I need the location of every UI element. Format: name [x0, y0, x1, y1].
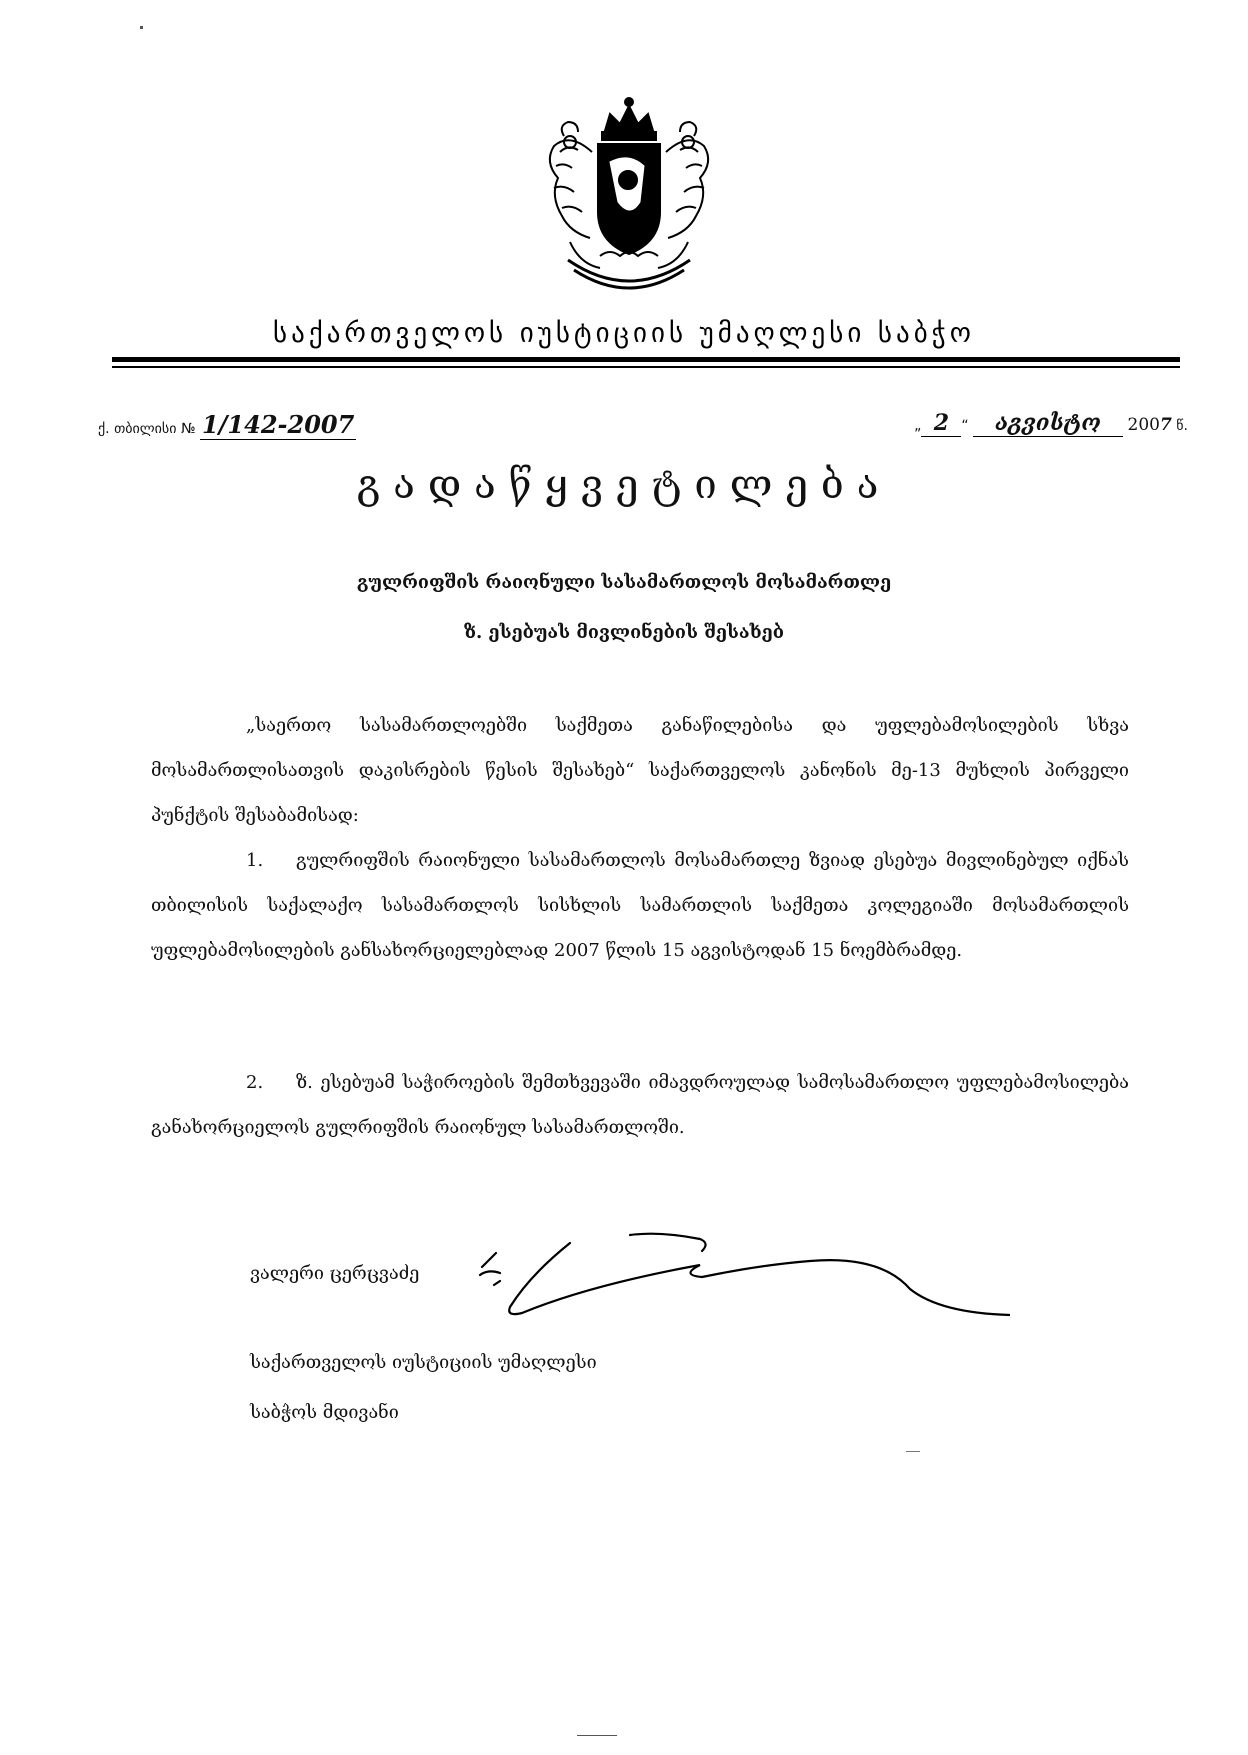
- date-year-handwritten: 7: [1160, 415, 1172, 435]
- item-number: 1.: [246, 850, 264, 871]
- subject-line-1: გულრიფშის რაიონული სასამართლოს მოსამართლე: [356, 572, 892, 593]
- handwritten-signature: [470, 1225, 1010, 1330]
- signer-position-line-2: საბჭოს მდივანი: [250, 1402, 399, 1423]
- document-number: 1/142-2007: [201, 410, 355, 439]
- date-line: „ 2 “ აგვისტო 2007 წ.: [914, 410, 1188, 436]
- header-rule-thin: [112, 366, 1180, 368]
- coat-of-arms-emblem: [540, 92, 718, 300]
- item-number: 2.: [246, 1072, 264, 1093]
- reference-line: [98, 410, 356, 439]
- scan-speck: [906, 1451, 920, 1452]
- date-year-suffix: წ.: [1176, 418, 1188, 434]
- number-label: №: [180, 421, 196, 437]
- item-text: ზ. ესებუამ საჭიროების შემთხვევაში იმავდროულად სამოსამართლო უფლებამოსილება განახორციელოს გულრიფშის რაიონულ სასამართლოში.: [151, 1072, 1129, 1138]
- date-year-prefix: 200: [1127, 415, 1160, 435]
- document-type-title: გადაწყვეტილება: [356, 462, 892, 508]
- place-label: ქ. თბილისი: [98, 421, 177, 437]
- date-month: აგვისტო: [973, 410, 1123, 437]
- subject-line-2: ზ. ესებუას მივლინების შესახებ: [463, 622, 784, 643]
- intro-paragraph: „საერთო სასამართლოებში საქმეთა განაწილებისა და უფლებამოსილების სხვა მოსამართლისათვის დაკისრების წესის შესახებ“ საქართველოს კანონის მე-13 მუხლის პირველი პუნქტის შესაბამისად:: [151, 715, 1129, 826]
- signer-name: ვალერი ცერცვაძე: [250, 1263, 420, 1284]
- scan-speck: [140, 26, 143, 29]
- decision-item-1: [151, 838, 1129, 973]
- date-day: 2: [921, 410, 961, 437]
- scan-speck: [577, 1735, 617, 1736]
- item-text: გულრიფშის რაიონული სასამართლოს მოსამართლე ზვიად ესებუა მივლინებულ იქნას თბილისის საქალაქო სასამართლოს სისხლის სამართლის საქმეთა კოლეგიაში მოსამართლის უფლებამოსილების განსახორციელებლად 2007 წლის 15 აგვისტოდან 15 ნოემბრამდე.: [151, 850, 1129, 961]
- decision-item-2: [151, 1060, 1129, 1150]
- organization-title: საქართველოს იუსტიციის უმაღლესი საბჭო: [273, 318, 975, 349]
- header-rule-thick: [112, 357, 1180, 362]
- signer-position-line-1: საქართველოს იუსტიციის უმაღლესი: [250, 1352, 597, 1373]
